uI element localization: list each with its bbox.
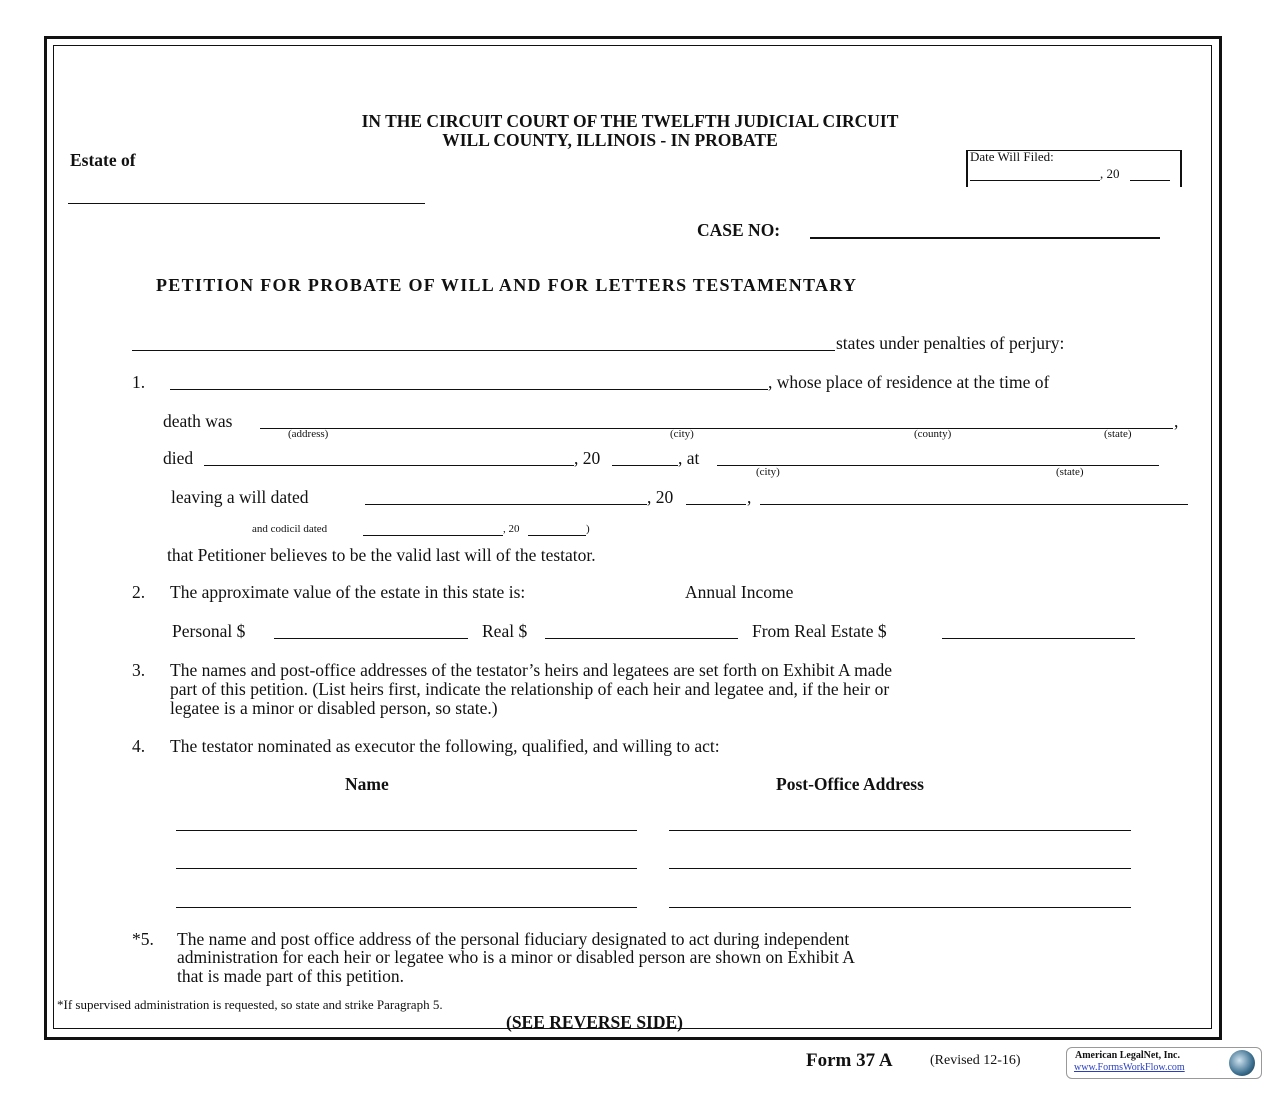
codicil-date-field[interactable]: [363, 535, 503, 536]
will-extra-field[interactable]: [760, 504, 1188, 505]
decedent-name-field[interactable]: [170, 389, 768, 390]
will-dated-label: leaving a will dated: [171, 487, 309, 507]
p5-line: that is made part of this petition.: [177, 966, 404, 986]
footnote: *If supervised administration is requested, so state and strike Paragraph 5.: [57, 997, 443, 1012]
codicil-label: and codicil dated: [252, 523, 328, 535]
p3-line: part of this petition. (List heirs first, indicate the relationship of each heir and legatee and, if the heir or: [170, 679, 890, 699]
see-reverse-side: (SEE REVERSE SIDE): [506, 1012, 683, 1032]
p1-num: 1.: [132, 372, 146, 392]
will-date-field[interactable]: [365, 504, 647, 505]
document-title: PETITION FOR PROBATE OF WILL AND FOR LETTERS TESTAMENTARY: [156, 275, 858, 295]
p1-residence-text: , whose place of residence at the time of: [768, 372, 1050, 392]
personal-field[interactable]: [274, 638, 468, 639]
p4-text: The testator nominated as executor the following, qualified, and willing to act:: [170, 736, 720, 756]
executor-address-field[interactable]: [669, 868, 1131, 869]
county-heading: WILL COUNTY, ILLINOIS - IN PROBATE: [442, 130, 778, 150]
executor-address-field[interactable]: [669, 907, 1131, 908]
intro-text: states under penalties of perjury:: [836, 333, 1065, 353]
form-number: Form 37 A: [806, 1050, 893, 1071]
page-border-inner: [53, 45, 1212, 1029]
p2-num: 2.: [132, 582, 146, 602]
estate-of-label: Estate of: [70, 150, 136, 170]
executor-name-field[interactable]: [176, 830, 637, 831]
death-was-label: death was: [163, 411, 233, 431]
death-year-field[interactable]: [612, 465, 678, 466]
address-column-header: Post-Office Address: [776, 774, 924, 794]
codicil-close: ): [586, 523, 590, 535]
death-place-field[interactable]: [717, 465, 1159, 466]
residence-address-field[interactable]: [260, 428, 1173, 429]
p5-num: *5.: [132, 929, 154, 949]
death-city-label: (city): [756, 466, 780, 478]
personal-label: Personal $: [172, 621, 246, 641]
real-label: Real $: [482, 621, 528, 641]
p1-believes-text: that Petitioner believes to be the valid last will of the testator.: [167, 545, 596, 565]
company-url[interactable]: www.FormsWorkFlow.com: [1074, 1062, 1185, 1073]
executor-name-field[interactable]: [176, 907, 637, 908]
codicil-year-label: , 20: [503, 523, 520, 535]
at-label: , at: [678, 448, 700, 468]
state-label: (state): [1104, 428, 1132, 440]
codicil-year-field[interactable]: [528, 535, 586, 536]
date-will-filed-label: Date Will Filed:: [970, 149, 1054, 164]
executor-name-field[interactable]: [176, 868, 637, 869]
company-name: American LegalNet, Inc.: [1075, 1050, 1180, 1061]
p4-num: 4.: [132, 736, 146, 756]
globe-logo-icon: [1229, 1050, 1255, 1076]
p3-line: legatee is a minor or disabled person, so state.): [170, 698, 498, 718]
county-label: (county): [914, 428, 952, 440]
case-no-field[interactable]: [810, 237, 1160, 239]
p2-text: The approximate value of the estate in this state is:: [170, 582, 526, 602]
revision-date: (Revised 12-16): [930, 1053, 1021, 1068]
estate-name-field[interactable]: [68, 203, 425, 204]
court-heading: IN THE CIRCUIT COURT OF THE TWELFTH JUDICIAL CIRCUIT: [361, 111, 899, 131]
legalnet-logo: [1066, 1047, 1262, 1079]
date-year-label: , 20: [1100, 166, 1120, 181]
real-field[interactable]: [545, 638, 738, 639]
executor-address-field[interactable]: [669, 830, 1131, 831]
case-no-label: CASE NO:: [697, 220, 781, 240]
from-real-estate-field[interactable]: [942, 638, 1135, 639]
will-year-field[interactable]: [686, 504, 746, 505]
date-year-field[interactable]: [1130, 180, 1170, 181]
death-state-label: (state): [1056, 466, 1084, 478]
p5-line: The name and post office address of the personal fiduciary designated to act during independent: [177, 929, 850, 949]
death-date-field[interactable]: [204, 465, 574, 466]
p3-num: 3.: [132, 660, 146, 680]
died-label: died: [163, 448, 194, 468]
city-label: (city): [670, 428, 694, 440]
petitioner-field[interactable]: [132, 350, 835, 351]
annual-income-label: Annual Income: [685, 582, 794, 602]
date-will-filed-field[interactable]: [970, 180, 1100, 181]
p3-line: The names and post-office addresses of the testator’s heirs and legatees are set forth on Exhibit A made: [170, 660, 892, 680]
from-real-estate-label: From Real Estate $: [752, 621, 887, 641]
name-column-header: Name: [345, 774, 389, 794]
year-label: , 20: [574, 448, 601, 468]
address-label: (address): [288, 428, 329, 440]
will-year-label: , 20: [647, 487, 674, 507]
p5-line: administration for each heir or legatee who is a minor or disabled person are shown on Exhibit A: [177, 947, 855, 967]
